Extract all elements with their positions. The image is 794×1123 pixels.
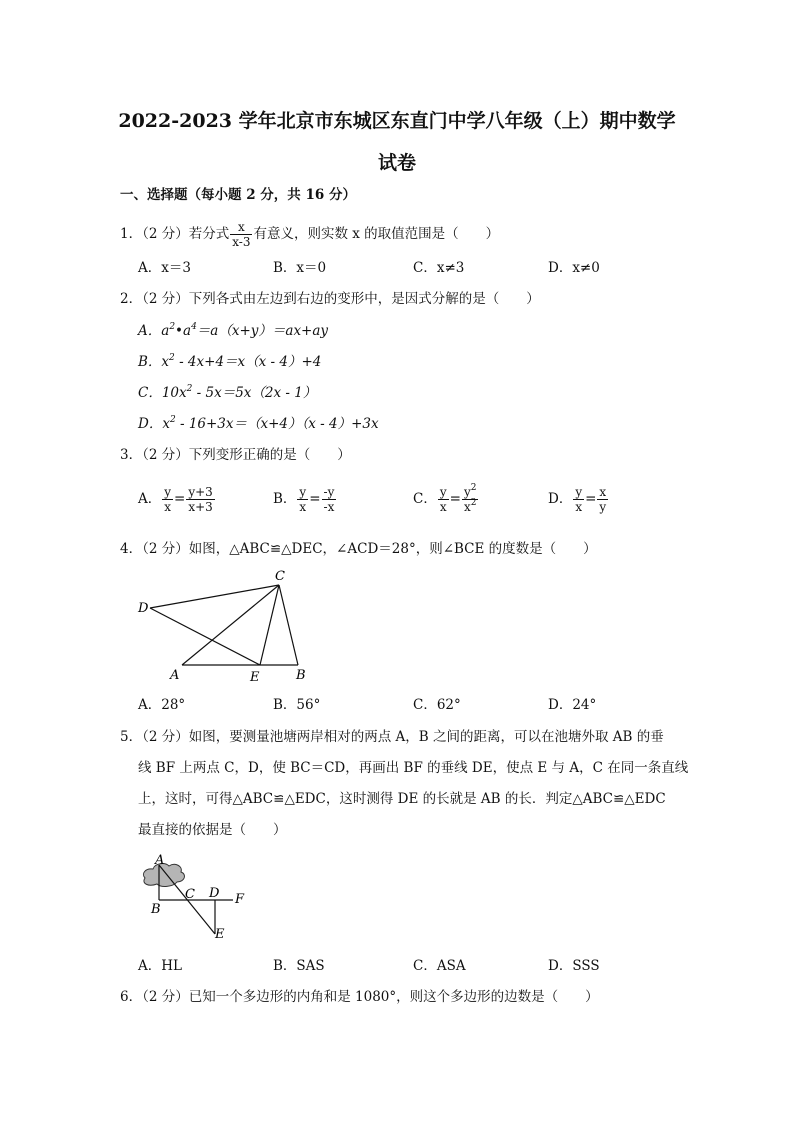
point-label-b: B	[296, 668, 306, 683]
question-1-number: 1．（2 分）若分式	[120, 226, 230, 242]
question-5-option-b[interactable]: B．SAS	[273, 958, 325, 974]
question-5-line-1: 5．（2 分）如图，要测量池塘两岸相对的两点 A，B 之间的距离，可以在池塘外取 AB 的垂	[120, 729, 664, 745]
question-1-fraction	[230, 220, 252, 249]
question-5-line-2: 线 BF 上两点 C，D，使 BC＝CD，再画出 BF 的垂线 DE，使点 E 与 A，C 在同一条直线	[138, 760, 689, 776]
point-label-a: A	[155, 853, 165, 868]
question-4-option-d[interactable]: D．24°	[548, 697, 597, 713]
question-3-option-b[interactable]: B． $\frac{y}{x}$ = $\frac{-y}{-x}$	[273, 485, 335, 514]
question-1-option-c[interactable]: C．x≠3	[413, 260, 465, 276]
question-4-option-c[interactable]: C．62°	[413, 697, 461, 713]
segment-de	[150, 608, 260, 665]
question-5-option-a[interactable]: A．HL	[138, 958, 182, 974]
question-5-figure	[135, 850, 265, 945]
question-5-option-d[interactable]: D．SSS	[548, 958, 600, 974]
question-2-option-c[interactable]: C．$10x^2 - 5x=5x(2x - 1)$	[138, 384, 317, 401]
question-1-option-d[interactable]: D．x≠0	[548, 260, 600, 276]
question-1-option-b[interactable]: B．x＝0	[273, 260, 327, 276]
segment-ac	[182, 585, 279, 665]
question-4-figure	[130, 565, 330, 687]
fraction-numerator: x	[237, 220, 245, 234]
segment-cb	[279, 585, 298, 665]
segment-dc	[150, 585, 279, 608]
question-1-stem-rest: 有意义，则实数 x 的取值范围是（ ）	[253, 226, 500, 242]
question-3-option-a[interactable]: A． $\frac{y}{x}$ = $\frac{y+3}{x+3}$	[138, 485, 213, 514]
question-4-option-a[interactable]: A．28°	[138, 697, 186, 713]
paper-title-line2: 试卷	[377, 152, 416, 174]
question-5-line-4: 最直接的依据是（ ）	[138, 822, 287, 838]
question-2-option-a[interactable]: A．$a^2•a^4=a(x+y)=ax+ay$	[138, 322, 329, 339]
point-label-a: A	[170, 668, 180, 683]
point-label-d: D	[138, 601, 149, 616]
question-3-option-c[interactable]: C． $\frac{y}{x}$ = $\frac{y^2}{x^2}$	[413, 483, 477, 514]
question-2-option-d[interactable]: D．$x^2 - 16+3x=(x+4)(x - 4)+3x$	[138, 415, 379, 432]
question-1-stem	[120, 220, 499, 249]
question-1-option-a[interactable]: A．x＝3	[138, 260, 191, 276]
paper-title-line1: 2022-2023 学年北京市东城区东直门中学八年级（上）期中数学	[118, 110, 676, 132]
point-label-e: E	[250, 670, 260, 685]
question-4-stem: 4．（2 分）如图，△ABC≌△DEC，∠ACD＝28°，则∠BCE 的度数是（ ）	[120, 541, 597, 557]
point-label-f: F	[235, 892, 245, 907]
question-4-option-b[interactable]: B．56°	[273, 697, 321, 713]
point-label-c: C	[275, 569, 285, 584]
question-6-stem: 6．（2 分）已知一个多边形的内角和是 1080°，则这个多边形的边数是（ ）	[120, 989, 599, 1005]
point-label-c: C	[185, 887, 195, 902]
question-5-line-3: 上，这时，可得△ABC≌△EDC，这时测得 DE 的长就是 AB 的长．判定△ABC≌△EDC	[138, 791, 666, 807]
fraction-denominator: x-3	[232, 235, 251, 249]
segment-ec	[260, 585, 279, 665]
question-5-option-c[interactable]: C．ASA	[413, 958, 466, 974]
question-3-stem: 3．（2 分）下列变形正确的是（ ）	[120, 447, 351, 463]
point-label-d: D	[209, 886, 220, 901]
question-2-option-b[interactable]: B．$x^2 - 4x+4=x(x - 4)+4$	[138, 353, 322, 370]
question-2-stem: 2．（2 分）下列各式由左边到右边的变形中，是因式分解的是（ ）	[120, 291, 540, 307]
question-3-option-d[interactable]: D． $\frac{y}{x}$ = $\frac{x}{y}$	[548, 485, 607, 514]
point-label-b: B	[151, 902, 161, 917]
point-label-e: E	[215, 927, 225, 942]
section-heading: 一、选择题（每小题 2 分，共 16 分）	[120, 187, 356, 203]
